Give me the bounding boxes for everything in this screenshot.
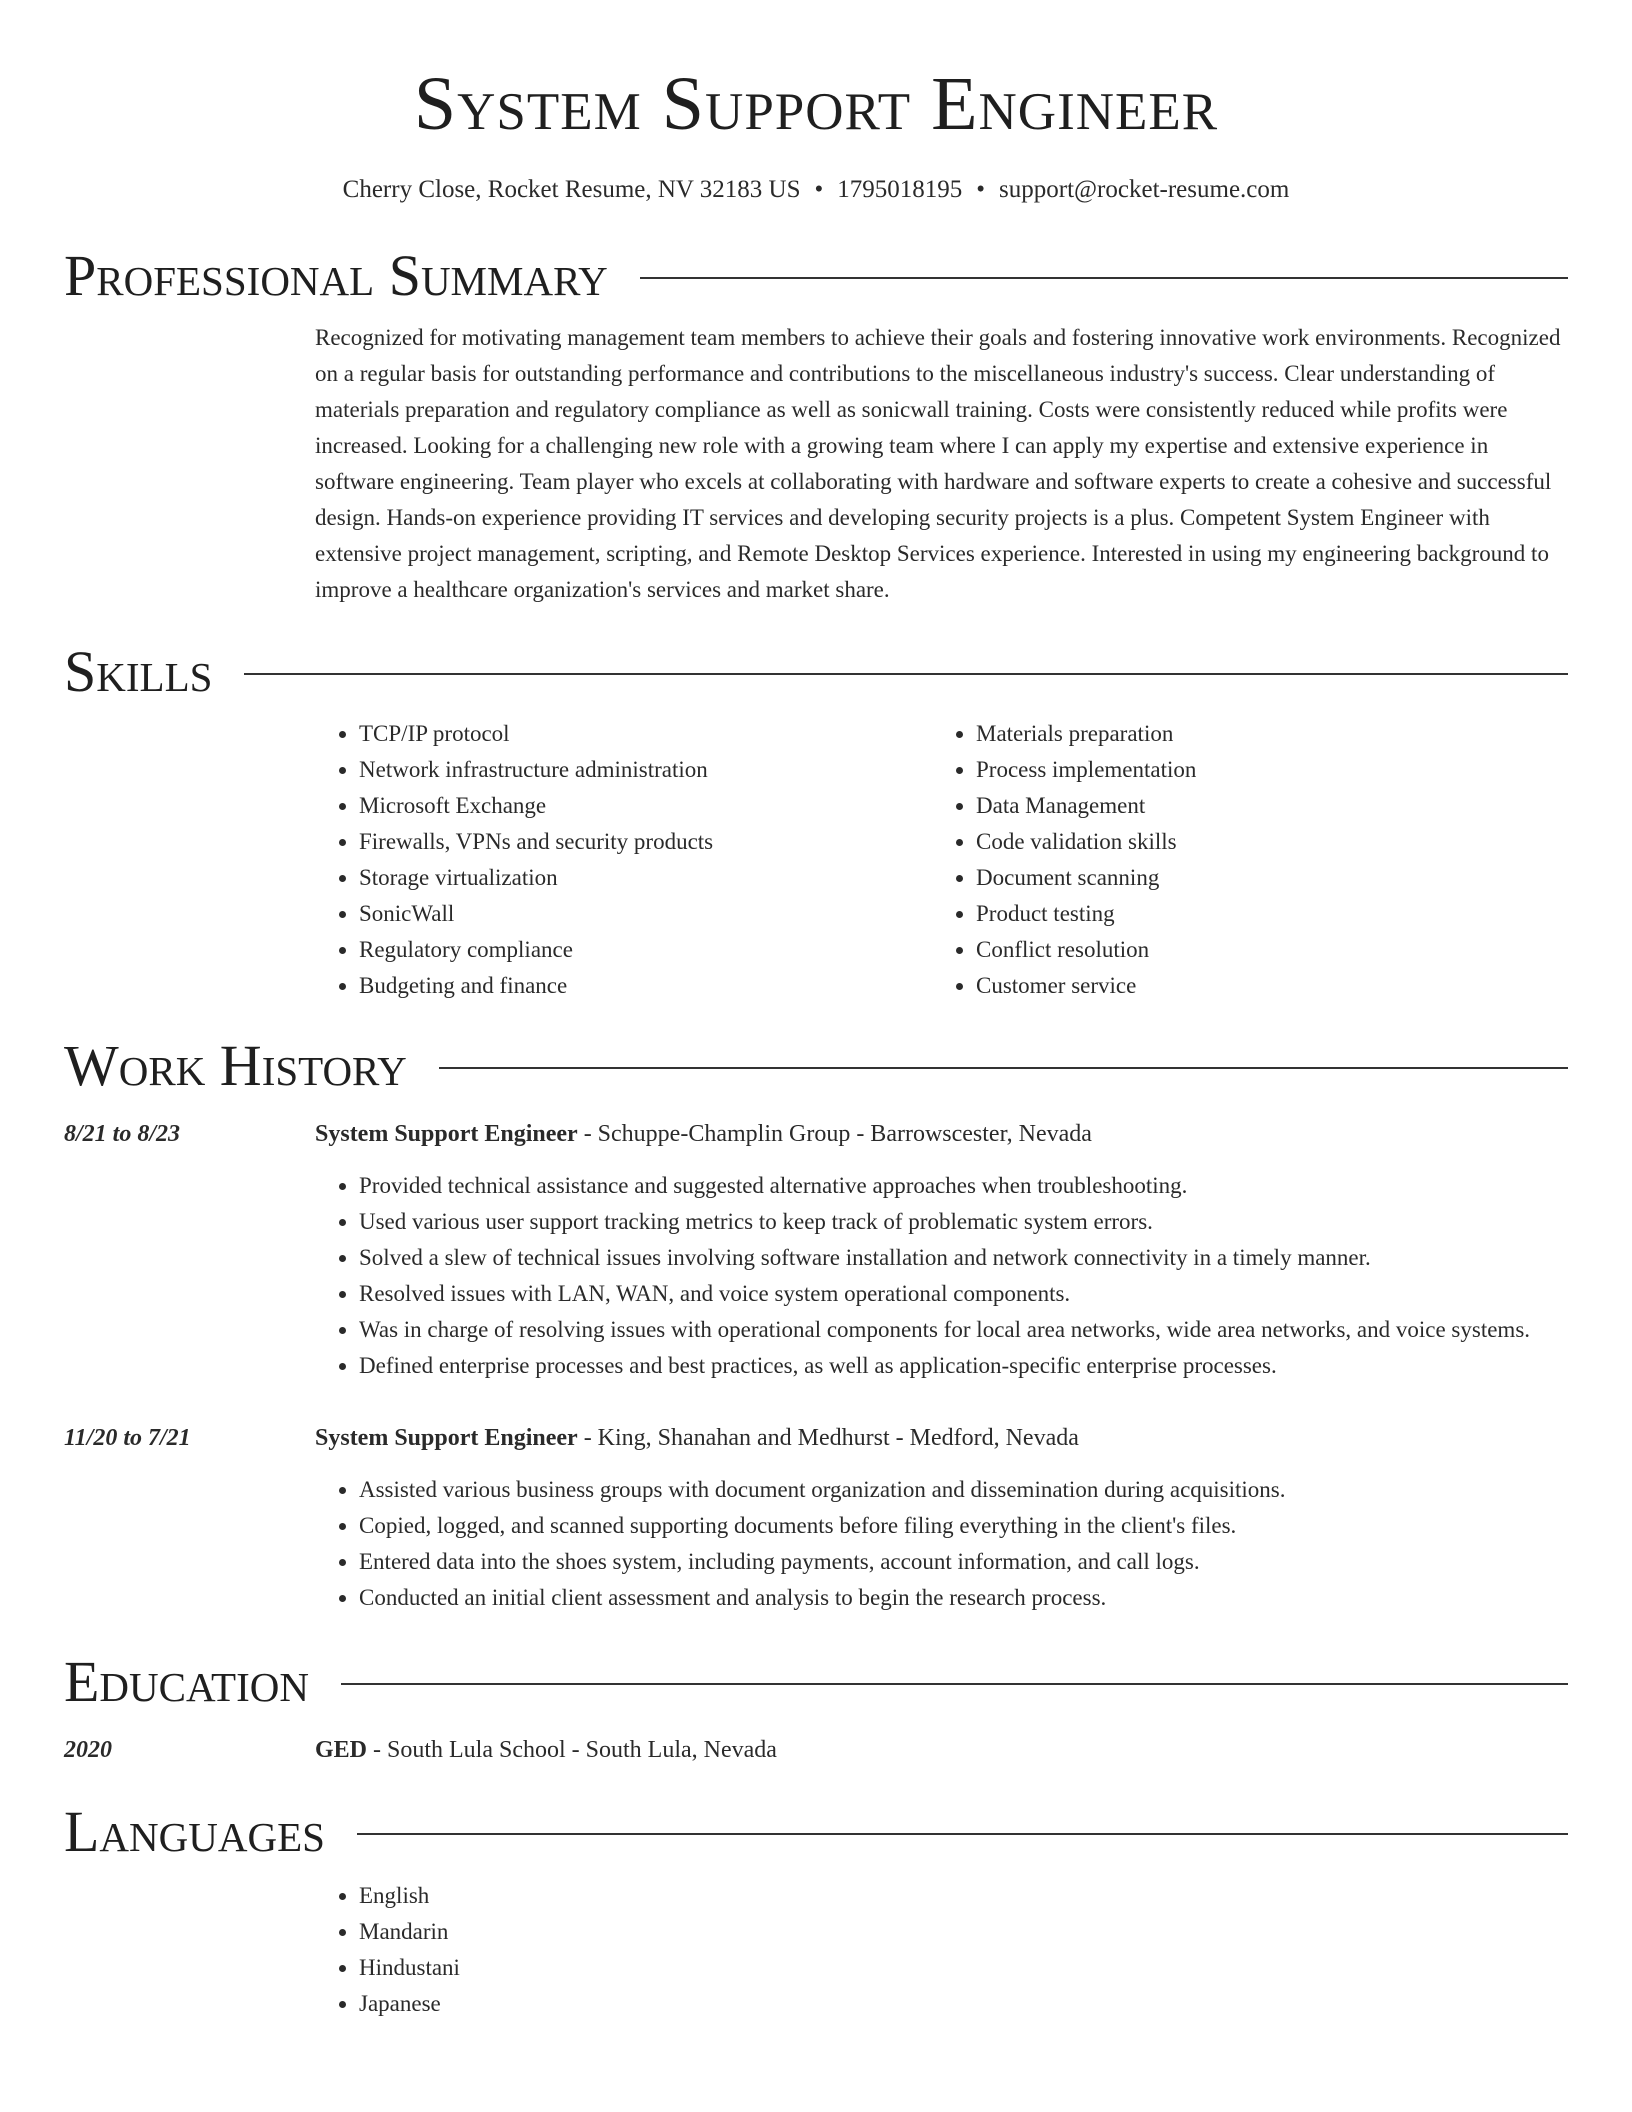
skills-section-header [64,640,1568,704]
skill-item: • Product testing [976,896,1549,932]
job-body [315,1420,1568,1616]
work-section-header [64,1034,1568,1098]
language-item: • Hindustani [359,1950,1568,1986]
job-bullets [315,1472,1568,1616]
section-divider [341,1683,1568,1685]
job-bullet: • Resolved issues with LAN, WAN, and voice system operational components. [359,1276,1568,1312]
section-title: Languages [64,1799,325,1864]
contact-email: support@rocket-resume.com [999,176,1290,203]
skill-item: • Code validation skills [976,824,1549,860]
job-bullets [315,1168,1568,1384]
summary-text: Recognized for motivating management team members to achieve their goals and fostering innovative work environments. Recognized on a regular basis for outstanding performance and contributions to the miscellaneous industry's success. Clear understanding of materials preparation and regulatory compliance as well as sonicwall training. Costs were consistently reduced while profits were increased. Looking for a challenging new role with a growing team where I can apply my expertise and extensive experience in software engineering. Team player who excels at collaborating with hardware and software experts to create a cohesive and successful design. Hands-on experience providing IT services and developing security projects is a plus. Competent System Engineer with extensive project management, scripting, and Remote Desktop Services experience. Interested in using my engineering background to improve a healthcare organization's services and market share. [315,325,1561,602]
job-employer: - King, Shanahan and Medhurst - Medford, Nevada [577,1425,1079,1451]
skills-list [315,716,1568,1004]
job-entry [64,1420,1568,1616]
job-bullet: • Entered data into the shoes system, including payments, account information, and call logs. [359,1544,1568,1580]
job-title: System Support Engineer [315,1121,578,1147]
section-divider [439,1067,1568,1069]
contact-phone: 1795018195 [837,176,963,203]
contact-separator: • [976,176,986,203]
section-divider [244,673,1568,675]
contact-line [64,174,1568,206]
skill-item: • Budgeting and finance [359,968,932,1004]
skill-item: • Materials preparation [976,716,1549,752]
languages-section-header [64,1800,1568,1864]
skill-item: • Firewalls, VPNs and security products [359,824,932,860]
job-entry [64,1116,1568,1384]
skill-item: • Conflict resolution [976,932,1549,968]
skill-item: • Microsoft Exchange [359,788,932,824]
job-bullet: • Assisted various business groups with document organization and dissemination during acquisitions. [359,1472,1568,1508]
job-bullet: • Was in charge of resolving issues with operational components for local area networks, wide area networks, and voice systems. [359,1312,1568,1348]
skill-item: • Network infrastructure administration [359,752,932,788]
skill-item: • Data Management [976,788,1549,824]
skill-item: • Customer service [976,968,1549,1004]
contact-address: Cherry Close, Rocket Resume, NV 32183 US [342,176,801,203]
languages-list [315,1878,1568,2022]
language-item: • Japanese [359,1986,1568,2022]
job-dates: 8/21 to 8/23 [64,1121,181,1147]
job-body [315,1116,1568,1384]
job-bullet: • Copied, logged, and scanned supporting documents before filing everything in the client's files. [359,1508,1568,1544]
job-bullet: • Used various user support tracking metrics to keep track of problematic system errors. [359,1204,1568,1240]
education-line [315,1732,1568,1768]
skills-column-right [932,716,1549,1004]
skill-item: • SonicWall [359,896,932,932]
language-item: • English [359,1878,1568,1914]
contact-separator: • [814,176,824,203]
section-title: Professional Summary [64,243,608,308]
education-year: 2020 [64,1737,112,1763]
skill-item: • Storage virtualization [359,860,932,896]
resume-page [64,0,1568,2022]
education-entry [64,1732,1568,1768]
job-title-line [315,1420,1568,1456]
job-title-line [315,1116,1568,1152]
job-bullet: • Defined enterprise processes and best practices, as well as application-specific enterprise processes. [359,1348,1568,1384]
skill-item: • Process implementation [976,752,1549,788]
education-degree: GED [315,1737,368,1763]
language-item: • Mandarin [359,1914,1568,1950]
skill-item: • Regulatory compliance [359,932,932,968]
education-section-header [64,1650,1568,1714]
job-dates: 11/20 to 7/21 [64,1425,191,1451]
skill-item: • Document scanning [976,860,1549,896]
education-body [315,1732,1568,1768]
section-title: Education [64,1649,309,1714]
summary-section-header [64,244,1568,308]
section-divider [357,1833,1568,1835]
skill-item: • TCP/IP protocol [359,716,932,752]
education-school: - South Lula School - South Lula, Nevada [367,1737,777,1763]
job-bullet: • Conducted an initial client assessment and analysis to begin the research process. [359,1580,1568,1616]
job-bullet: • Provided technical assistance and suggested alternative approaches when troubleshooting. [359,1168,1568,1204]
section-title: Skills [64,639,213,704]
job-bullet: • Solved a slew of technical issues involving software installation and network connectivity in a timely manner. [359,1240,1568,1276]
job-employer: - Schuppe-Champlin Group - Barrowscester, Nevada [577,1121,1092,1147]
section-divider [640,277,1568,279]
section-title: Work History [64,1033,407,1098]
job-title: System Support Engineer [315,1425,578,1451]
resume-name: System Support Engineer [413,62,1219,146]
skills-column-left [315,716,932,1004]
